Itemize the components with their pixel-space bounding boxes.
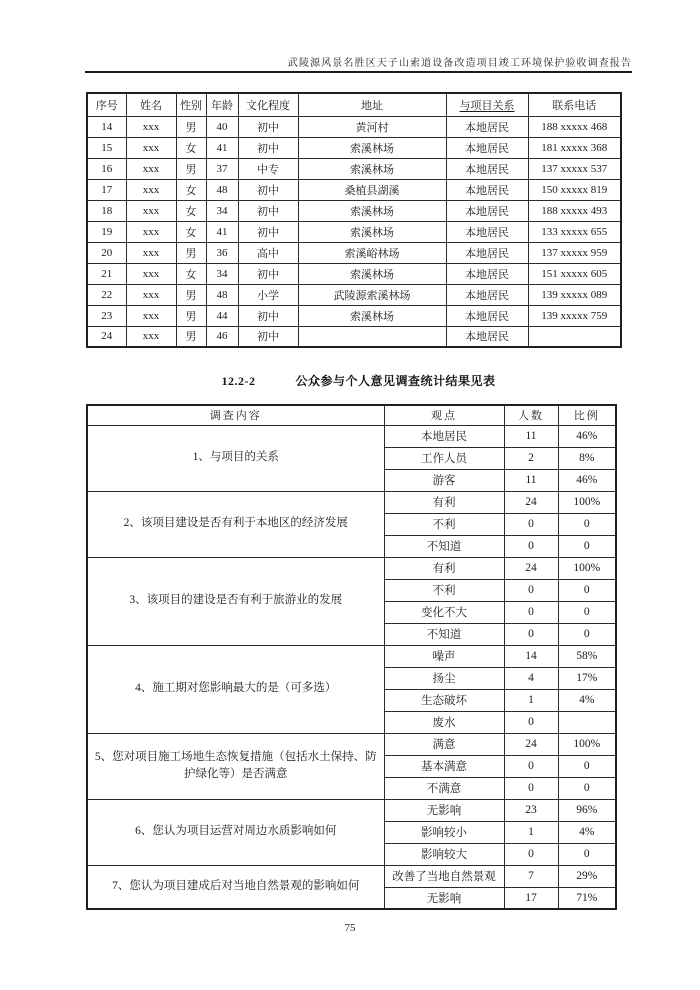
table-cell: 初中 <box>238 305 298 326</box>
table-cell <box>298 326 446 347</box>
table-cell: 133 xxxxx 655 <box>528 221 621 242</box>
ratio-cell: 29% <box>558 865 616 887</box>
table-row <box>87 263 621 284</box>
count-cell: 23 <box>504 799 558 821</box>
count-cell: 17 <box>504 887 558 909</box>
table-cell: 40 <box>206 116 238 137</box>
running-header: 武陵源风景名胜区天子山索道设备改造项目竣工环境保护验收调查报告 <box>287 58 632 69</box>
count-cell: 24 <box>504 491 558 513</box>
table-row <box>87 865 616 887</box>
table-cell: 48 <box>206 179 238 200</box>
table-row <box>87 733 616 755</box>
viewpoint-cell: 不满意 <box>384 777 504 799</box>
table-cell: 初中 <box>238 221 298 242</box>
table-cell: 男 <box>176 326 206 347</box>
viewpoint-cell: 不利 <box>384 513 504 535</box>
survey-table-header-row <box>87 405 616 425</box>
table-cell: 37 <box>206 158 238 179</box>
table-cell: 18 <box>87 200 126 221</box>
table-cell: 34 <box>206 200 238 221</box>
viewpoint-cell: 基本满意 <box>384 755 504 777</box>
count-cell: 1 <box>504 689 558 711</box>
col-header-phone: 联系电话 <box>528 93 621 116</box>
table-cell: 139 xxxxx 089 <box>528 284 621 305</box>
ratio-cell: 0 <box>558 755 616 777</box>
table-cell: 14 <box>87 116 126 137</box>
table-cell: 23 <box>87 305 126 326</box>
ratio-cell: 0 <box>558 843 616 865</box>
table-cell: 索溪林场 <box>298 263 446 284</box>
table-cell: 22 <box>87 284 126 305</box>
survey-question-cell: 6、您认为项目运营对周边水质影响如何 <box>87 799 384 865</box>
table-cell: 男 <box>176 284 206 305</box>
table-cell: 41 <box>206 137 238 158</box>
count-cell: 24 <box>504 733 558 755</box>
survey-question-cell: 1、与项目的关系 <box>87 425 384 491</box>
survey-question-cell: 7、您认为项目建成后对当地自然景观的影响如何 <box>87 865 384 909</box>
table-cell: 中专 <box>238 158 298 179</box>
table-row <box>87 284 621 305</box>
table-cell: 初中 <box>238 116 298 137</box>
table-cell: xxx <box>126 158 176 179</box>
ratio-cell: 100% <box>558 491 616 513</box>
header-rule <box>85 71 632 73</box>
table-cell: xxx <box>126 200 176 221</box>
table-cell: 索溪林场 <box>298 200 446 221</box>
table-cell: 女 <box>176 137 206 158</box>
count-cell: 11 <box>504 425 558 447</box>
count-cell: 24 <box>504 557 558 579</box>
table-row <box>87 137 621 158</box>
col-header-education: 文化程度 <box>238 93 298 116</box>
table-cell: 本地居民 <box>446 158 528 179</box>
table-row <box>87 242 621 263</box>
ratio-cell: 100% <box>558 557 616 579</box>
col-header-survey-content: 调查内容 <box>87 405 384 425</box>
table-row <box>87 326 621 347</box>
count-cell: 0 <box>504 711 558 733</box>
table-cell: 索溪林场 <box>298 221 446 242</box>
ratio-cell: 0 <box>558 623 616 645</box>
table-cell: 20 <box>87 242 126 263</box>
table-cell: 初中 <box>238 326 298 347</box>
table-cell: 男 <box>176 116 206 137</box>
table-row <box>87 645 616 667</box>
count-cell: 0 <box>504 513 558 535</box>
viewpoint-cell: 不知道 <box>384 623 504 645</box>
count-cell: 0 <box>504 843 558 865</box>
ratio-cell: 0 <box>558 601 616 623</box>
table-cell: 34 <box>206 263 238 284</box>
count-cell: 0 <box>504 535 558 557</box>
table-cell: 本地居民 <box>446 116 528 137</box>
table-row <box>87 491 616 513</box>
col-header-gender: 性别 <box>176 93 206 116</box>
col-header-name: 姓名 <box>126 93 176 116</box>
count-cell: 11 <box>504 469 558 491</box>
table-cell: 36 <box>206 242 238 263</box>
table-row <box>87 158 621 179</box>
ratio-cell: 46% <box>558 425 616 447</box>
table-cell: xxx <box>126 284 176 305</box>
viewpoint-cell: 有利 <box>384 491 504 513</box>
page-number: 75 <box>344 922 356 934</box>
count-cell: 0 <box>504 755 558 777</box>
table-cell: 男 <box>176 242 206 263</box>
table-row <box>87 305 621 326</box>
ratio-cell: 0 <box>558 579 616 601</box>
survey-table-body <box>87 425 616 909</box>
viewpoint-cell: 有利 <box>384 557 504 579</box>
ratio-cell <box>558 711 616 733</box>
table-caption-number: 12.2-2 <box>221 374 256 388</box>
count-cell: 14 <box>504 645 558 667</box>
ratio-cell: 0 <box>558 513 616 535</box>
table-cell: 男 <box>176 158 206 179</box>
table-cell: 本地居民 <box>446 221 528 242</box>
table-cell: 151 xxxxx 605 <box>528 263 621 284</box>
col-header-age: 年龄 <box>206 93 238 116</box>
table-cell: 本地居民 <box>446 179 528 200</box>
table-cell: 本地居民 <box>446 200 528 221</box>
count-cell: 0 <box>504 579 558 601</box>
table-cell: 女 <box>176 179 206 200</box>
table-cell: 181 xxxxx 368 <box>528 137 621 158</box>
table-cell: 137 xxxxx 959 <box>528 242 621 263</box>
table-cell: 索溪林场 <box>298 158 446 179</box>
viewpoint-cell: 生态破坏 <box>384 689 504 711</box>
viewpoint-cell: 扬尘 <box>384 667 504 689</box>
table-cell: 索溪林场 <box>298 137 446 158</box>
table-cell: 本地居民 <box>446 242 528 263</box>
table-cell: 黄河村 <box>298 116 446 137</box>
ratio-cell: 0 <box>558 777 616 799</box>
ratio-cell: 71% <box>558 887 616 909</box>
table-cell: 索溪林场 <box>298 305 446 326</box>
table-cell: 初中 <box>238 263 298 284</box>
table-row <box>87 557 616 579</box>
ratio-cell: 96% <box>558 799 616 821</box>
viewpoint-cell: 影响较小 <box>384 821 504 843</box>
table-cell: xxx <box>126 326 176 347</box>
table-cell: 19 <box>87 221 126 242</box>
survey-table <box>86 404 617 910</box>
table-row <box>87 425 616 447</box>
table-cell: 44 <box>206 305 238 326</box>
table-cell: xxx <box>126 137 176 158</box>
ratio-cell: 17% <box>558 667 616 689</box>
table-cell: xxx <box>126 221 176 242</box>
table-cell: xxx <box>126 179 176 200</box>
count-cell: 0 <box>504 777 558 799</box>
table-cell: 高中 <box>238 242 298 263</box>
ratio-cell: 58% <box>558 645 616 667</box>
table-row <box>87 179 621 200</box>
ratio-cell: 8% <box>558 447 616 469</box>
viewpoint-cell: 不利 <box>384 579 504 601</box>
table-cell: 本地居民 <box>446 305 528 326</box>
table-cell: 初中 <box>238 137 298 158</box>
table-cell: 初中 <box>238 200 298 221</box>
survey-question-cell: 5、您对项目施工场地生态恢复措施（包括水土保持、防护绿化等）是否满意 <box>87 733 384 799</box>
table-cell: 女 <box>176 221 206 242</box>
table-cell: xxx <box>126 242 176 263</box>
table-cell: 初中 <box>238 179 298 200</box>
table-cell: 48 <box>206 284 238 305</box>
table-cell: 武陵源索溪林场 <box>298 284 446 305</box>
col-header-ratio: 比例 <box>558 405 616 425</box>
viewpoint-cell: 废水 <box>384 711 504 733</box>
respondent-table <box>86 92 622 348</box>
viewpoint-cell: 本地居民 <box>384 425 504 447</box>
viewpoint-cell: 不知道 <box>384 535 504 557</box>
table-cell: 41 <box>206 221 238 242</box>
table-cell: xxx <box>126 263 176 284</box>
table-cell: 137 xxxxx 537 <box>528 158 621 179</box>
table-cell: 男 <box>176 305 206 326</box>
survey-question-cell: 4、施工期对您影响最大的是（可多选） <box>87 645 384 733</box>
table-cell: 本地居民 <box>446 284 528 305</box>
count-cell: 2 <box>504 447 558 469</box>
col-header-viewpoint: 观点 <box>384 405 504 425</box>
viewpoint-cell: 影响较大 <box>384 843 504 865</box>
table-cell: 188 xxxxx 468 <box>528 116 621 137</box>
table-cell: 24 <box>87 326 126 347</box>
count-cell: 4 <box>504 667 558 689</box>
col-header-index: 序号 <box>87 93 126 116</box>
ratio-cell: 4% <box>558 689 616 711</box>
table-row <box>87 116 621 137</box>
table-cell <box>528 326 621 347</box>
table-cell: 女 <box>176 200 206 221</box>
table-cell: 15 <box>87 137 126 158</box>
table-cell: 本地居民 <box>446 263 528 284</box>
count-cell: 1 <box>504 821 558 843</box>
ratio-cell: 100% <box>558 733 616 755</box>
survey-question-cell: 2、该项目建设是否有利于本地区的经济发展 <box>87 491 384 557</box>
table-cell: 小学 <box>238 284 298 305</box>
count-cell: 7 <box>504 865 558 887</box>
viewpoint-cell: 游客 <box>384 469 504 491</box>
count-cell: 0 <box>504 601 558 623</box>
table-row <box>87 799 616 821</box>
ratio-cell: 4% <box>558 821 616 843</box>
survey-question-cell: 3、该项目的建设是否有利于旅游业的发展 <box>87 557 384 645</box>
col-header-address: 地址 <box>298 93 446 116</box>
ratio-cell: 0 <box>558 535 616 557</box>
table-cell: 索溪峪林场 <box>298 242 446 263</box>
viewpoint-cell: 变化不大 <box>384 601 504 623</box>
ratio-cell: 46% <box>558 469 616 491</box>
table-cell: 46 <box>206 326 238 347</box>
table-cell: 16 <box>87 158 126 179</box>
table-cell: 150 xxxxx 819 <box>528 179 621 200</box>
table-cell: 17 <box>87 179 126 200</box>
table-cell: 本地居民 <box>446 326 528 347</box>
col-header-count: 人数 <box>504 405 558 425</box>
table-caption <box>85 372 632 389</box>
viewpoint-cell: 噪声 <box>384 645 504 667</box>
table-cell: xxx <box>126 116 176 137</box>
table-cell: 本地居民 <box>446 137 528 158</box>
respondent-table-header-row <box>87 93 621 116</box>
table-cell: 21 <box>87 263 126 284</box>
col-header-project-relation: 与项目关系 <box>446 93 528 116</box>
viewpoint-cell: 无影响 <box>384 887 504 909</box>
viewpoint-cell: 满意 <box>384 733 504 755</box>
viewpoint-cell: 改善了当地自然景观 <box>384 865 504 887</box>
table-caption-title: 公众参与个人意见调查统计结果见表 <box>295 374 496 388</box>
table-row <box>87 200 621 221</box>
table-row <box>87 221 621 242</box>
table-cell: xxx <box>126 305 176 326</box>
table-cell: 女 <box>176 263 206 284</box>
table-cell: 桑植县湖溪 <box>298 179 446 200</box>
table-cell: 139 xxxxx 759 <box>528 305 621 326</box>
respondent-table-body <box>87 116 621 347</box>
count-cell: 0 <box>504 623 558 645</box>
viewpoint-cell: 无影响 <box>384 799 504 821</box>
viewpoint-cell: 工作人员 <box>384 447 504 469</box>
table-cell: 188 xxxxx 493 <box>528 200 621 221</box>
